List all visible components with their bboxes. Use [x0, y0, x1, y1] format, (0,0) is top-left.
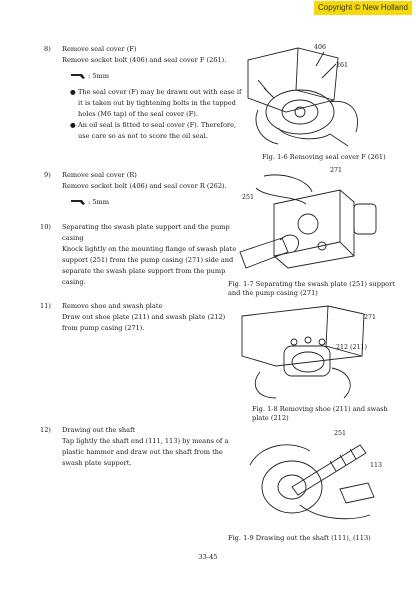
figure-1-6-illustration	[238, 40, 388, 150]
step-number: 10)	[40, 223, 51, 231]
figure-1-9-caption: Fig. 1-9 Drawing out the shaft (111), (113)	[228, 534, 371, 542]
step-text: Tap lightly the shaft end (111, 113) by means of a plastic hammer and draw out the shaft from the swash plate support.	[62, 437, 229, 467]
step-text: Remove socket bolt (406) and seal cover F (261).	[62, 56, 227, 64]
step-10	[40, 222, 242, 288]
step-title: Remove shoe and swash plate	[62, 302, 163, 310]
callout-label: 212 (211)	[336, 344, 367, 351]
page-number: 33-45	[198, 553, 218, 561]
step-text: Remove socket bolt (406) and seal cover R (262).	[62, 182, 227, 190]
tool-spec	[70, 197, 242, 208]
step-9	[44, 170, 242, 213]
step-number: 8)	[44, 45, 51, 53]
figure-1-6-caption: Fig. 1-6 Removing seal cover F (261)	[262, 153, 386, 161]
callout-label: 113	[370, 462, 383, 469]
callout-label: 271	[330, 167, 343, 174]
figure-1-8-caption: Fig. 1-8 Removing shoe (211) and swash plate (212)	[252, 405, 388, 422]
copyright-watermark: Copyright © New Holland	[314, 1, 412, 15]
figure-1-9-illustration	[240, 425, 390, 525]
tool-spec	[70, 71, 242, 82]
step-title: Separating the swash plate support and the pump casing	[62, 223, 230, 242]
step-number: 9)	[44, 171, 51, 179]
callout-label: 251	[242, 194, 255, 201]
step-title: Remove seal cover (R)	[62, 171, 137, 179]
step-8	[44, 44, 242, 142]
hex-key-icon	[70, 199, 86, 207]
callout-label: 271	[364, 314, 377, 321]
step-number: 11)	[40, 302, 51, 310]
step-number: 12)	[40, 426, 51, 434]
step-text: Draw out shoe plate (211) and swash plate (212) from pump casing (271).	[62, 313, 226, 332]
note-bullet: ● The seal cover (F) may be drawn out with ease if it is taken out by tightening bolts in the tapped holes (M6 tap) of the seal cover (F).	[70, 88, 242, 118]
hex-key-icon	[70, 73, 86, 81]
callout-label: 251	[334, 430, 347, 437]
step-title: Remove seal cover (F)	[62, 45, 137, 53]
callout-label: 406	[314, 44, 327, 51]
callout-label: 261	[336, 62, 349, 69]
tool-size: : 5mm	[88, 72, 110, 80]
tool-size: : 5mm	[88, 198, 110, 206]
step-title: Drawing out the shaft	[62, 426, 136, 434]
step-12	[40, 425, 242, 469]
note-bullet: ● An oil seal is fitted to seal cover (F). Therefore, use care so as not to score the oil seal.	[70, 121, 237, 140]
step-text: Knock lightly on the mounting flange of swash plate support (251) from the pump casing (271) side and separate the swash plate support from the pump casing.	[62, 245, 237, 286]
figure-1-7-illustration	[236, 168, 386, 278]
step-11	[40, 301, 242, 334]
figure-1-7-caption: Fig. 1-7 Separating the swash plate (251) support and the pump casing (271)	[228, 280, 395, 297]
